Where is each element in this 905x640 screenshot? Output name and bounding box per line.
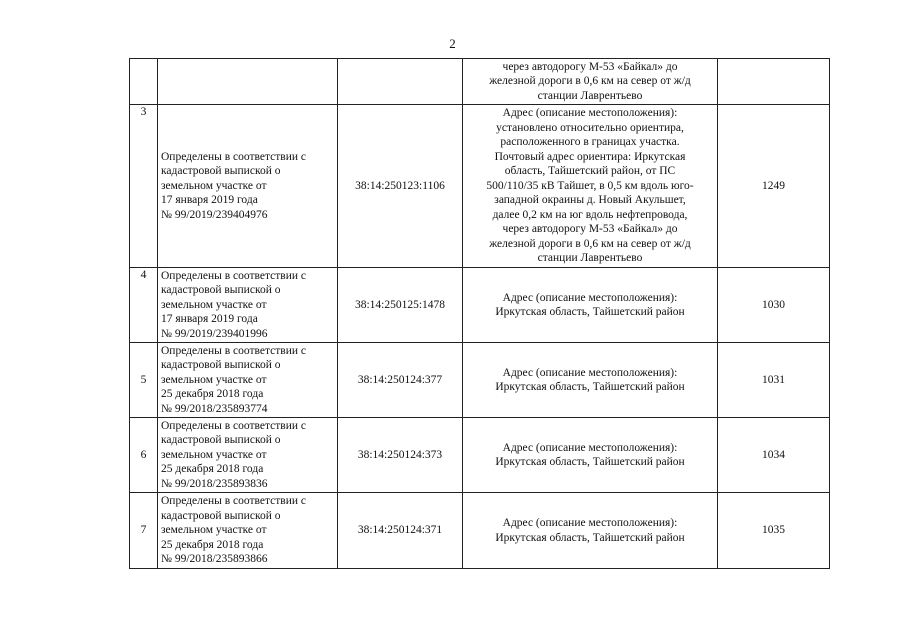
basis-line: Определены в соответствии с <box>161 419 306 432</box>
table-row <box>130 493 830 569</box>
area-cell <box>718 59 830 105</box>
area-cell: 1034 <box>718 418 830 493</box>
basis-line: кадастровой выпиской о <box>161 509 281 522</box>
basis-line: земельном участке от <box>161 298 267 311</box>
address-cell <box>463 343 718 418</box>
basis-line: 17 января 2019 года <box>161 194 258 207</box>
basis-line: земельном участке от <box>161 373 267 386</box>
table-row <box>130 343 830 418</box>
basis-line: кадастровой выпиской о <box>161 284 281 297</box>
basis-line: земельном участке от <box>161 524 267 537</box>
address-line: Иркутская область, Тайшетский район <box>495 531 685 544</box>
basis-line: земельном участке от <box>161 179 267 192</box>
row-number-cell: 7 <box>130 493 158 569</box>
address-line: станции Лаврентьево <box>537 252 643 265</box>
basis-line: № 99/2019/239404976 <box>161 208 268 221</box>
address-cell <box>463 105 718 268</box>
basis-cell <box>158 493 338 569</box>
basis-line: кадастровой выпиской о <box>161 165 281 178</box>
basis-line: кадастровой выпиской о <box>161 434 281 447</box>
address-line: установлено относительно ориентира, <box>496 121 684 134</box>
area-cell: 1249 <box>718 105 830 268</box>
basis-line: 25 декабря 2018 года <box>161 538 264 551</box>
basis-line: земельном участке от <box>161 448 267 461</box>
basis-line: 25 декабря 2018 года <box>161 463 264 476</box>
basis-cell <box>158 343 338 418</box>
row-number-cell <box>130 59 158 105</box>
basis-line: Определены в соответствии с <box>161 150 306 163</box>
cadastral-number-cell: 38:14:250124:377 <box>338 343 463 418</box>
table-row <box>130 268 830 343</box>
address-line: станции Лаврентьево <box>537 89 643 102</box>
basis-line: № 99/2018/235893836 <box>161 477 268 490</box>
address-line: Почтовый адрес ориентира: Иркутская <box>494 150 686 163</box>
address-line: Иркутская область, Тайшетский район <box>495 306 685 318</box>
address-cell <box>463 418 718 493</box>
address-line: через автодорогу М-53 «Байкал» до <box>502 60 678 73</box>
address-line: расположенного в границах участка. <box>500 136 680 149</box>
basis-cell <box>158 59 338 105</box>
row-number-cell: 3 <box>130 105 158 268</box>
address-cell <box>463 493 718 569</box>
table-row-continuation <box>130 59 830 105</box>
land-plots-table <box>129 58 830 569</box>
cadastral-number-cell <box>338 59 463 105</box>
area-cell: 1035 <box>718 493 830 569</box>
basis-line: 25 декабря 2018 года <box>161 388 264 401</box>
row-number-cell: 6 <box>130 418 158 493</box>
address-line: Адрес (описание местоположения): <box>502 517 678 529</box>
table-row <box>130 418 830 493</box>
basis-line: Определены в соответствии с <box>161 269 306 282</box>
cadastral-number-cell: 38:14:250124:371 <box>338 493 463 569</box>
address-line: область, Тайшетский район, от ПС <box>504 165 676 178</box>
area-cell: 1031 <box>718 343 830 418</box>
address-line: железной дороги в 0,6 км на север от ж/д <box>489 75 691 88</box>
row-number-cell: 5 <box>130 343 158 418</box>
address-line: Адрес (описание местоположения): <box>502 441 678 454</box>
address-line: западной окраины д. Новый Акульшет, <box>494 194 686 207</box>
basis-line: кадастровой выпиской о <box>161 359 281 372</box>
address-cell <box>463 59 718 105</box>
row-number-cell: 4 <box>130 268 158 343</box>
cadastral-number-cell: 38:14:250123:1106 <box>338 105 463 268</box>
address-line: через автодорогу М-53 «Байкал» до <box>502 223 678 236</box>
basis-line: № 99/2018/235893774 <box>161 402 268 415</box>
basis-line: № 99/2018/235893866 <box>161 553 268 566</box>
basis-line: № 99/2019/239401996 <box>161 327 268 340</box>
address-line: 500/110/35 кВ Тайшет, в 0,5 км вдоль юго- <box>486 179 694 192</box>
address-line: Адрес (описание местоположения): <box>502 366 678 379</box>
address-line: железной дороги в 0,6 км на север от ж/д <box>489 237 691 250</box>
basis-line: Определены в соответствии с <box>161 344 306 357</box>
basis-line: 17 января 2019 года <box>161 313 258 326</box>
address-line: далее 0,2 км на юг вдоль нефтепровода, <box>492 208 688 221</box>
cadastral-number-cell: 38:14:250125:1478 <box>338 268 463 343</box>
address-line: Адрес (описание местоположения): <box>502 107 678 120</box>
basis-line: Определены в соответствии с <box>161 495 306 508</box>
address-line: Иркутская область, Тайшетский район <box>495 456 685 468</box>
address-cell <box>463 268 718 343</box>
basis-cell <box>158 418 338 493</box>
address-line: Адрес (описание местоположения): <box>502 291 678 304</box>
address-line: Иркутская область, Тайшетский район <box>495 381 685 393</box>
basis-cell <box>158 268 338 343</box>
table-row <box>130 105 830 268</box>
basis-cell <box>158 105 338 268</box>
cadastral-number-cell: 38:14:250124:373 <box>338 418 463 493</box>
page-number: 2 <box>449 36 456 51</box>
area-cell: 1030 <box>718 268 830 343</box>
